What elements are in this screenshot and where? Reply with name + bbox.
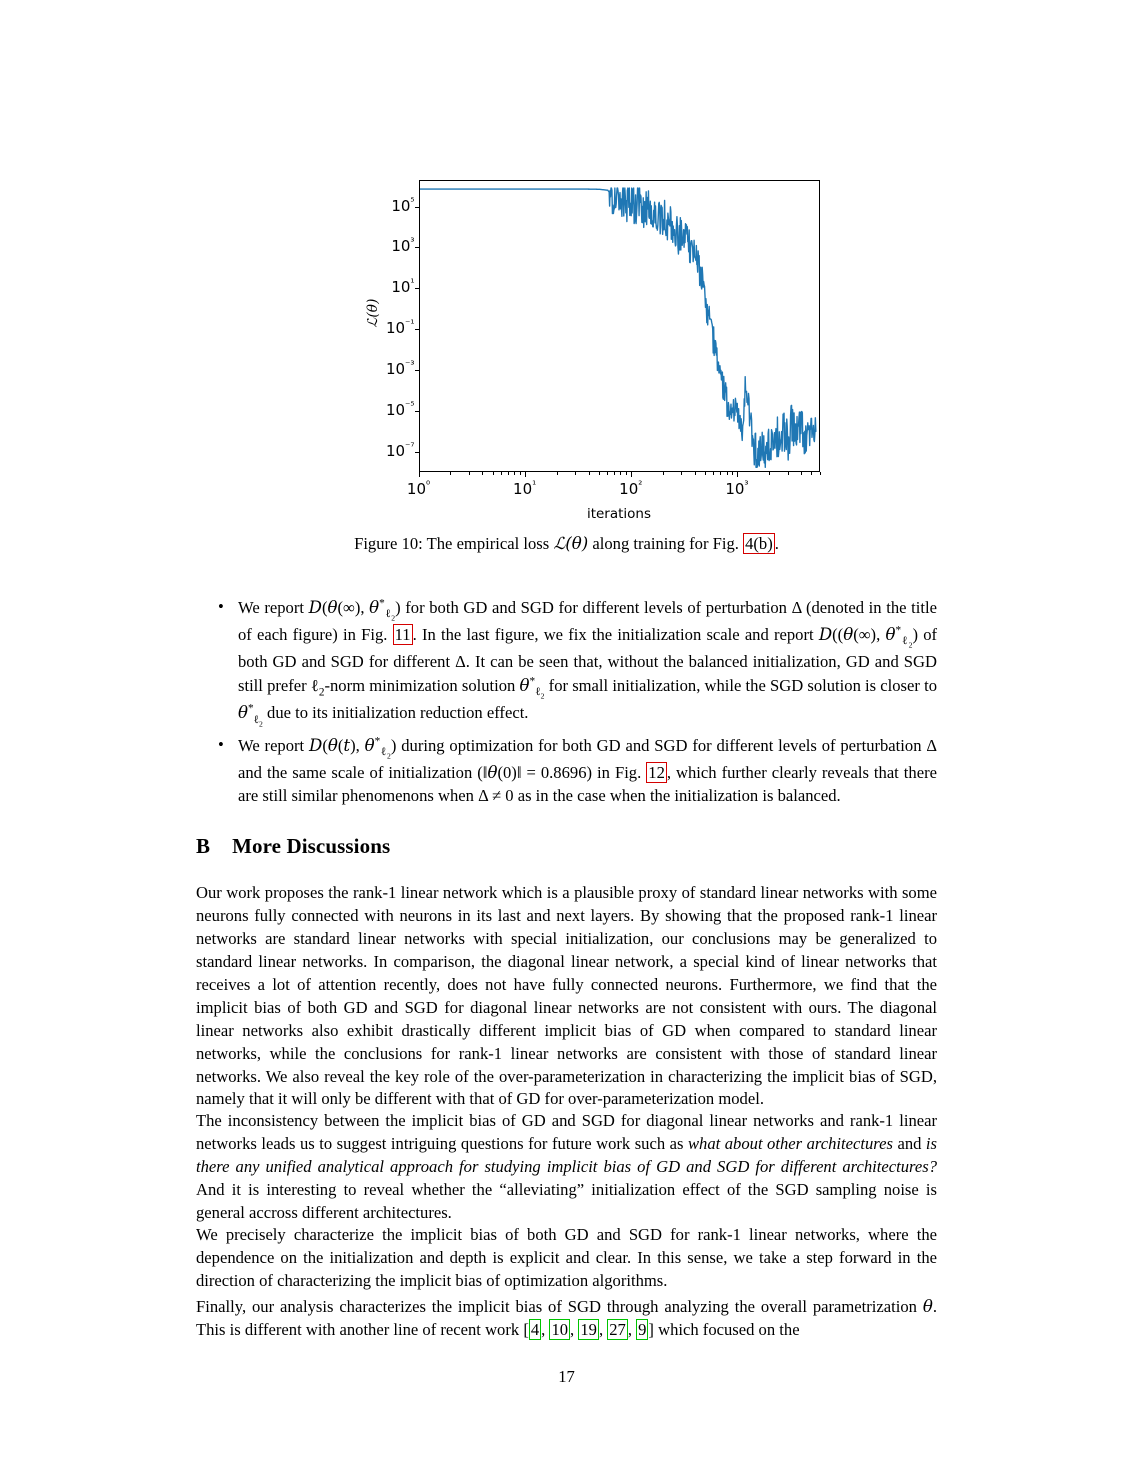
- x-tick-mark: [614, 472, 615, 475]
- bullet-text: We report D(θ(t), $\theta^*_{\ell_2}$) during optimization for both GD and SGD for different levels of perturbation Δ and the same scale of initialization (‖θ(0)‖ = 0.8696) in Fig. 12 , which further clearly reveals that there are still similar phenomenons when Δ ≠ 0 as in the case when the initialization is balanced.: [238, 735, 938, 805]
- x-tick-mark: [801, 472, 802, 475]
- x-tick-mark: [663, 472, 664, 475]
- list-item: [196, 734, 937, 807]
- figure-10: [0, 150, 1133, 520]
- y-tick-label: $10^{^{-3}}$: [385, 359, 415, 378]
- caption-mid: along training for Fig.: [588, 534, 744, 553]
- x-tick-label: $10^{^1}$: [513, 480, 537, 498]
- x-tick-mark: [820, 472, 821, 475]
- figure-inner: [327, 150, 807, 520]
- list-item: [196, 596, 937, 729]
- x-tick-mark: [450, 472, 451, 475]
- loss-curve-svg: [420, 181, 819, 471]
- x-tick-mark: [626, 472, 627, 475]
- x-tick-mark: [631, 472, 632, 477]
- x-tick-mark: [788, 472, 789, 475]
- x-tick-mark: [732, 472, 733, 475]
- x-tick-mark: [607, 472, 608, 475]
- x-tick-mark: [811, 472, 812, 475]
- x-tick-mark: [599, 472, 600, 475]
- y-tick-label: $10^{^1}$: [391, 278, 415, 297]
- y-tick-label: $10^{^3}$: [391, 237, 415, 256]
- caption-prefix: Figure 10: The empirical loss: [354, 534, 554, 553]
- y-tick-label: $10^{^{-1}}$: [385, 319, 415, 338]
- y-tick-label: $10^{^{-5}}$: [385, 400, 415, 419]
- x-tick-mark: [727, 472, 728, 475]
- x-tick-mark: [713, 472, 714, 475]
- section-heading: [196, 834, 390, 859]
- section-title: More Discussions: [232, 834, 391, 858]
- x-tick-mark: [695, 472, 696, 475]
- figure-caption: [0, 533, 1133, 555]
- paragraph: We precisely characterize the implicit bias of both GD and SGD for rank-1 linear networks, where the dependence on the initialization and depth is explicit and clear. In this sense, we take a step forward in the direction of characterizing the implicit bias of optimization algorithms.: [196, 1225, 937, 1290]
- x-tick-mark: [514, 472, 515, 475]
- section-number: B: [196, 834, 211, 858]
- x-tick-mark: [493, 472, 494, 475]
- x-tick-mark: [705, 472, 706, 475]
- loss-curve-line: [420, 188, 816, 467]
- x-tick-label: $10^{^3}$: [725, 480, 749, 498]
- bullet-marker: •: [218, 597, 224, 616]
- bullet-marker: •: [218, 735, 224, 755]
- x-tick-label: $10^{^2}$: [619, 480, 643, 498]
- caption-suffix: .: [774, 534, 779, 553]
- y-axis-label: ℒ(θ): [364, 298, 381, 328]
- x-tick-mark: [419, 472, 420, 477]
- paragraph: The inconsistency between the implicit bias of GD and SGD for diagonal linear networks and rank-1 linear networks leads us to suggest intriguing questions for future work such as what about other architectures and is there any unified analytical approach for studying implicit bias of GD and SGD for different architectures? And it is interesting to reveal whether the “alleviating” initialization effect of the SGD sampling noise is general accross different architectures.: [196, 1111, 937, 1222]
- page-number: 17: [558, 1367, 575, 1386]
- x-tick-mark: [525, 472, 526, 477]
- x-tick-mark: [769, 472, 770, 475]
- x-tick-mark: [501, 472, 502, 475]
- bullet-text: We report D(θ(∞), $\theta^*_{\ell_2}$) for both GD and SGD for different levels of perturbation Δ (denoted in the title of each figure) in Fig. 11 . In the last figure, we fix the initialization scale and report D((θ(∞), $\theta^*_{\ell_2}$) of both GD and SGD for different Δ. It can be seen that, without the balanced initialization, GD and SGD still prefer ℓ$_2$-norm minimization solution $\theta^*_{\ell_2}$ for small initialization, while the SGD solution is closer to $\theta^*_{\ell_2}$ due to its initialization reduction effect.: [238, 597, 938, 728]
- x-tick-mark: [469, 472, 470, 475]
- x-tick-mark: [720, 472, 721, 475]
- bullet-list: [196, 596, 937, 813]
- x-tick-label: $10^{^0}$: [406, 480, 431, 498]
- caption-math: ℒ(θ): [553, 534, 589, 553]
- x-axis-label: iterations: [586, 506, 652, 522]
- y-tick-label: $10^{^5}$: [391, 196, 415, 215]
- x-tick-mark: [520, 472, 521, 475]
- x-tick-mark: [737, 472, 738, 475]
- paragraph: Finally, our analysis characterizes the implicit bias of SGD through analyzing the overall parametrization θ. This is different with another line of recent work [ 4 , 10 , 19 , 27 , 9 ] which focused on the: [196, 1297, 937, 1339]
- x-tick-mark: [482, 472, 483, 475]
- paragraph: Our work proposes the rank-1 linear network which is a plausible proxy of standard linear networks with some neurons fully connected with neurons in its last and next layers. By showing that the proposed rank-1 linear networks are standard linear networks with special initialization, our conclusions may be generalized to standard linear networks. In comparison, the diagonal linear network, a special kind of linear networks that receives a lot of attention recently, does not have fully connected neurons. Furthermore, we find that the implicit bias of both GD and SGD for diagonal linear networks are not consistent with ours. The diagonal linear networks also exhibit drastically different implicit bias of GD when compared to standard linear networks, while the conclusions for rank-1 linear networks are consistent with those of standard linear networks. We also reveal the key role of the over-parameterization in characterizing the implicit bias of SGD, namely that it will only be different with that of GD for over-parameterization model.: [196, 883, 937, 1109]
- x-tick-mark: [681, 472, 682, 475]
- plot-area: [419, 180, 820, 472]
- x-tick-mark: [508, 472, 509, 475]
- x-tick-mark: [620, 472, 621, 475]
- y-axis-ticks: [335, 150, 415, 520]
- figure-ref-link-4b[interactable]: 4(b): [745, 534, 773, 553]
- x-tick-mark: [575, 472, 576, 475]
- x-tick-mark: [589, 472, 590, 475]
- y-tick-label: $10^{^{-7}}$: [385, 441, 415, 460]
- x-tick-mark: [557, 472, 558, 475]
